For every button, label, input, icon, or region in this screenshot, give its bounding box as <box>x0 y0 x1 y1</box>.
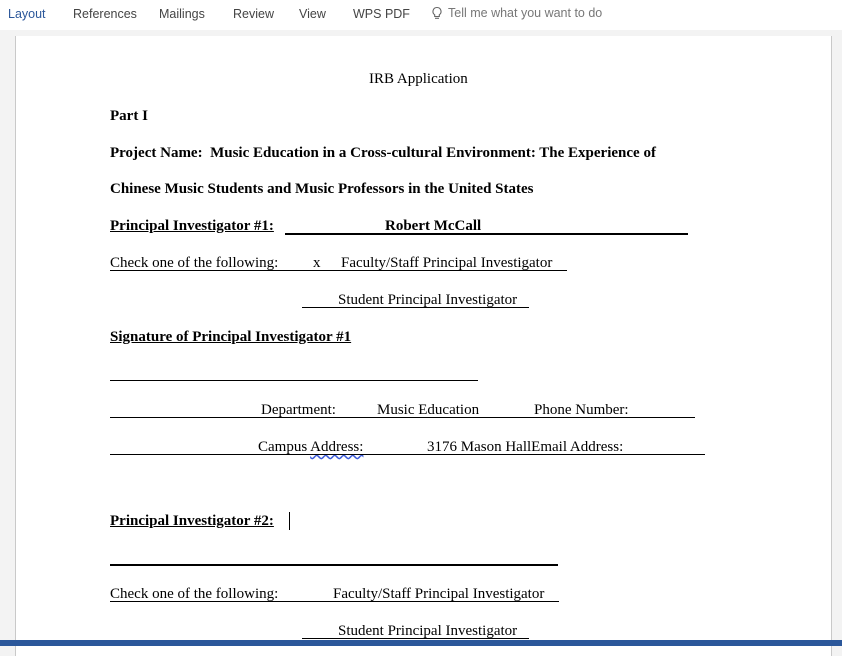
tab-wps-pdf[interactable]: WPS PDF <box>353 7 410 21</box>
campus-underline <box>110 454 705 455</box>
project-name-value-1: Music Education in a Cross-cultural Environment: The Experience of <box>210 145 656 161</box>
signature-label: Signature of Principal Investigator #1 <box>110 329 352 345</box>
campus-word: Campus <box>258 439 308 455</box>
student-underline-1 <box>302 307 529 308</box>
department-underline <box>110 417 695 418</box>
student-underline-2 <box>302 638 529 639</box>
phone-label: Phone Number: <box>534 402 629 418</box>
check-label-1: Check one of the following: <box>110 255 279 271</box>
pi1-name: Robert McCall <box>385 218 482 234</box>
tab-layout[interactable]: Layout <box>8 7 46 21</box>
email-label: Email Address: <box>531 439 624 455</box>
tell-me-box[interactable] <box>430 6 602 20</box>
check-underline-1 <box>110 270 567 271</box>
tell-me-text: Tell me what you want to do <box>448 6 603 20</box>
ribbon-tab-bar <box>0 0 842 30</box>
tab-mailings[interactable]: Mailings <box>159 7 205 21</box>
tab-references[interactable]: References <box>73 7 137 21</box>
signature-line <box>110 380 478 381</box>
project-name-label: Project Name: <box>110 145 203 161</box>
pi1-underline <box>285 233 688 235</box>
check-mark-1: x <box>313 255 321 271</box>
document-page[interactable] <box>15 36 832 656</box>
document-title: IRB Application <box>369 71 468 87</box>
student-option-1: Student Principal Investigator <box>338 292 518 308</box>
text-cursor <box>289 512 290 530</box>
student-option-2: Student Principal Investigator <box>338 623 518 639</box>
check-label-2: Check one of the following: <box>110 586 279 602</box>
pi2-underline <box>110 564 558 566</box>
tab-review[interactable]: Review <box>233 7 274 21</box>
faculty-option-2: Faculty/Staff Principal Investigator <box>333 586 545 602</box>
project-name-line-1 <box>110 144 656 162</box>
lightbulb-icon <box>430 6 444 20</box>
department-value: Music Education <box>377 402 480 418</box>
check-underline-2 <box>110 601 559 602</box>
pi1-label: Principal Investigator #1: <box>110 218 274 234</box>
faculty-option-1: Faculty/Staff Principal Investigator <box>341 255 553 271</box>
address-word: Address: <box>310 439 364 455</box>
tab-view[interactable]: View <box>299 7 326 21</box>
department-label: Department: <box>261 402 336 418</box>
part-heading: Part I <box>110 108 148 124</box>
campus-value: 3176 Mason Hall <box>427 439 532 455</box>
status-bar <box>0 640 842 646</box>
pi2-label: Principal Investigator #2: <box>110 513 274 529</box>
project-name-value-2: Chinese Music Students and Music Professors in the United States <box>110 181 534 197</box>
